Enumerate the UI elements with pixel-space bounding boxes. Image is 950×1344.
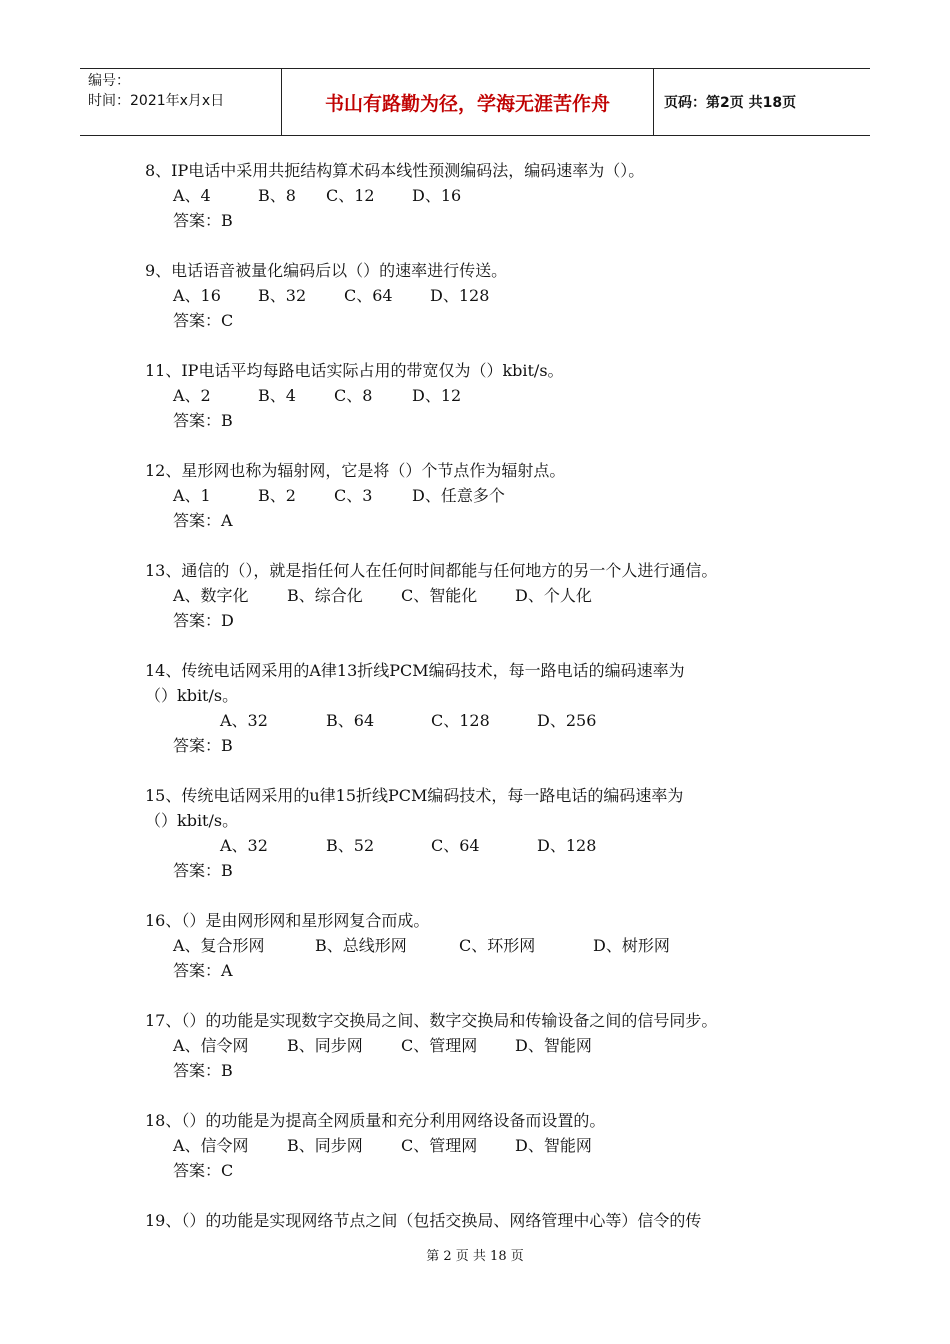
- header-meta: [80, 69, 282, 135]
- answer-text: 答案：A: [173, 511, 233, 530]
- option-d: D、128: [430, 286, 490, 305]
- question-text: 8、IP电话中采用共扼结构算术码本线性预测编码法，编码速率为（）。: [145, 161, 645, 180]
- option-a: A、32: [220, 711, 268, 730]
- question-text: 19、（）的功能是实现网络节点之间（包括交换局、网络管理中心等）信令的传: [145, 1211, 702, 1230]
- question-item: [145, 358, 845, 433]
- option-c: C、64: [344, 286, 393, 305]
- question-item: [145, 1208, 845, 1233]
- options-row: [145, 1033, 845, 1058]
- question-item: [145, 558, 845, 633]
- option-b: B、同步网: [287, 1136, 363, 1155]
- options-row: [145, 283, 845, 308]
- question-text: 12、星形网也称为辐射网，它是将（）个节点作为辐射点。: [145, 461, 566, 480]
- question-text: 17、（）的功能是实现数字交换局之间、数字交换局和传输设备之间的信号同步。: [145, 1011, 718, 1030]
- options-row: [145, 1133, 845, 1158]
- question-text: 15、传统电话网采用的u律15折线PCM编码技术，每一路电话的编码速率为: [145, 786, 684, 805]
- option-a: A、复合形网: [173, 936, 265, 955]
- option-d: D、智能网: [515, 1036, 592, 1055]
- question-text: （）kbit/s。: [145, 686, 239, 705]
- question-text: 16、（）是由网形网和星形网复合而成。: [145, 911, 430, 930]
- answer-text: 答案：B: [173, 1061, 233, 1080]
- question-text: 9、电话语音被量化编码后以（）的速率进行传送。: [145, 261, 508, 280]
- option-d: D、256: [537, 711, 597, 730]
- option-c: C、智能化: [401, 586, 478, 605]
- question-text: （）kbit/s。: [145, 811, 239, 830]
- options-row: [145, 483, 845, 508]
- option-a: A、16: [173, 286, 221, 305]
- option-c: C、128: [431, 711, 490, 730]
- question-item: [145, 658, 845, 758]
- options-row: [145, 708, 845, 733]
- option-b: B、52: [326, 836, 375, 855]
- serial-label: 编号：: [88, 73, 130, 89]
- option-a: A、2: [173, 386, 211, 405]
- option-c: C、管理网: [401, 1136, 478, 1155]
- option-d: D、个人化: [515, 586, 592, 605]
- question-item: [145, 458, 845, 533]
- question-item: [145, 258, 845, 333]
- answer-text: 答案：B: [173, 211, 233, 230]
- option-c: C、管理网: [401, 1036, 478, 1055]
- page-footer: 第 2 页 共 18 页: [426, 1249, 524, 1264]
- question-text: 18、（）的功能是为提高全网质量和充分利用网络设备而设置的。: [145, 1111, 606, 1130]
- option-b: B、32: [258, 286, 307, 305]
- answer-text: 答案：B: [173, 411, 233, 430]
- option-c: C、64: [431, 836, 480, 855]
- option-a: A、4: [173, 186, 211, 205]
- date-label: 时间：2021年x月x日: [88, 93, 225, 109]
- answer-text: 答案：D: [173, 611, 234, 630]
- answer-text: 答案：A: [173, 961, 233, 980]
- option-c: C、12: [326, 186, 375, 205]
- question-item: [145, 1008, 845, 1083]
- option-a: A、信令网: [173, 1136, 249, 1155]
- option-d: D、12: [412, 386, 462, 405]
- question-text: 13、通信的（），就是指任何人在任何时间都能与任何地方的另一个人进行通信。: [145, 561, 718, 580]
- option-a: A、数字化: [173, 586, 249, 605]
- options-row: [145, 933, 845, 958]
- page-header: [80, 68, 870, 136]
- option-b: B、4: [258, 386, 296, 405]
- question-text: 11、IP电话平均每路电话实际占用的带宽仅为（）kbit/s。: [145, 361, 564, 380]
- answer-text: 答案：B: [173, 736, 233, 755]
- option-c: C、环形网: [459, 936, 536, 955]
- option-b: B、同步网: [287, 1036, 363, 1055]
- header-page-info: 页码：第2页 共18页: [664, 95, 797, 111]
- options-row: [145, 583, 845, 608]
- header-motto: 书山有路勤为径，学海无涯苦作舟: [282, 69, 654, 135]
- answer-text: 答案：B: [173, 861, 233, 880]
- question-item: [145, 783, 845, 883]
- option-b: B、64: [326, 711, 375, 730]
- option-b: B、总线形网: [315, 936, 407, 955]
- option-d: D、树形网: [593, 936, 670, 955]
- option-a: A、1: [173, 486, 211, 505]
- answer-text: 答案：C: [173, 311, 234, 330]
- answer-text: 答案：C: [173, 1161, 234, 1180]
- option-d: D、智能网: [515, 1136, 592, 1155]
- option-b: B、8: [258, 186, 296, 205]
- question-item: [145, 908, 845, 983]
- option-d: D、16: [412, 186, 462, 205]
- option-a: A、32: [220, 836, 268, 855]
- question-text: 14、传统电话网采用的A律13折线PCM编码技术，每一路电话的编码速率为: [145, 661, 685, 680]
- question-item: [145, 1108, 845, 1183]
- options-row: [145, 833, 845, 858]
- option-a: A、信令网: [173, 1036, 249, 1055]
- option-c: C、8: [334, 386, 373, 405]
- question-list: [145, 158, 845, 1258]
- options-row: [145, 183, 845, 208]
- option-b: B、2: [258, 486, 296, 505]
- option-d: D、任意多个: [412, 486, 505, 505]
- option-c: C、3: [334, 486, 373, 505]
- options-row: [145, 383, 845, 408]
- option-b: B、综合化: [287, 586, 363, 605]
- question-item: [145, 158, 845, 233]
- option-d: D、128: [537, 836, 597, 855]
